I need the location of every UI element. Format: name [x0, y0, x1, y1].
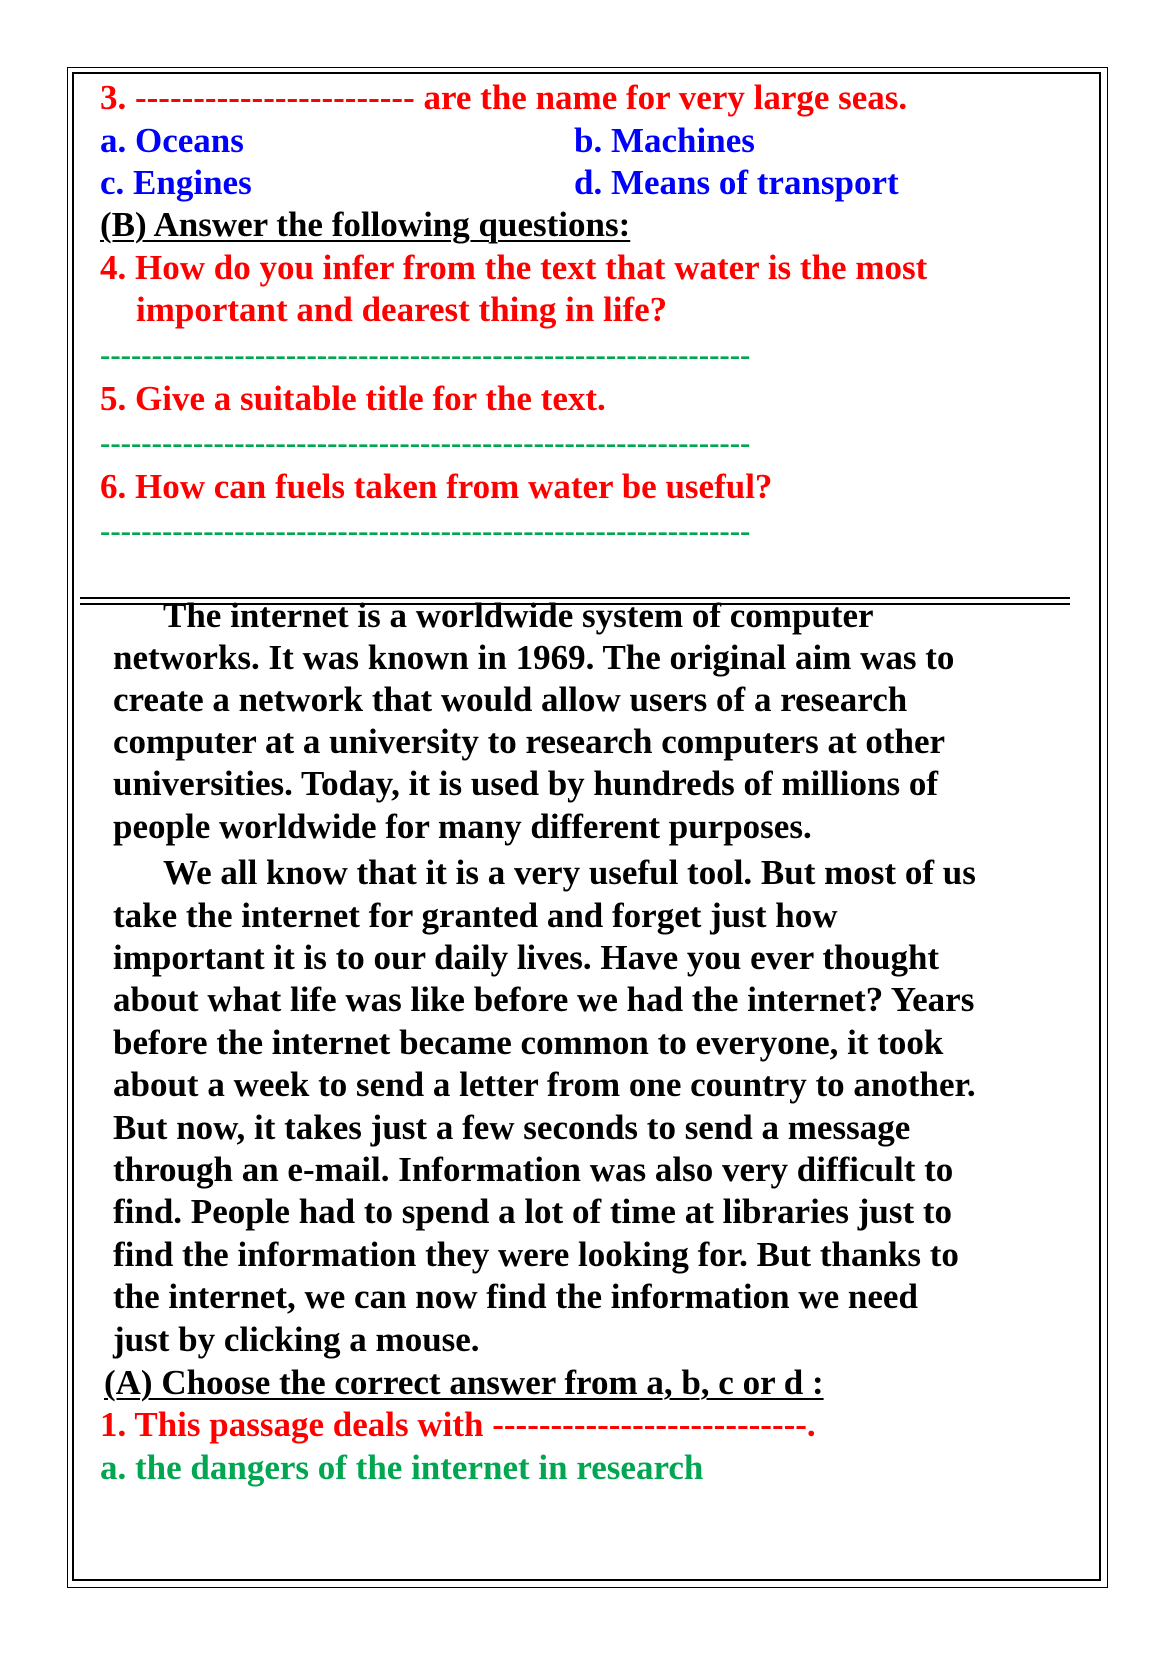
passage-line: about what life was like before we had the internet? Years [113, 980, 975, 1019]
passage-line: find the information they were looking for. But thanks to [113, 1235, 959, 1274]
passage-line: computer at a university to research computers at other [113, 722, 946, 761]
question-3-stem: 3. ------------------------ are the name for very large seas. [100, 78, 908, 117]
question-3-option-c: c. Engines [100, 163, 252, 202]
passage-line: just by clicking a mouse. [113, 1320, 480, 1359]
question-3-option-d: d. Means of transport [574, 163, 899, 202]
passage-line: important it is to our daily lives. Have you ever thought [113, 938, 940, 977]
passage-line: about a week to send a letter from one country to another. [113, 1065, 976, 1104]
passage-line: through an e-mail. Information was also very difficult to [113, 1150, 954, 1189]
question-1-stem: 1. This passage deals with ---------------------------. [100, 1405, 816, 1444]
passage-line: create a network that would allow users of a research [113, 680, 908, 719]
passage-line: before the internet became common to everyone, it took [113, 1023, 944, 1062]
passage-line: We all know that it is a very useful tool. But most of us [163, 853, 976, 892]
passage-line: But now, it takes just a few seconds to send a message [113, 1108, 911, 1147]
section-b-heading: (B) Answer the following questions: [100, 205, 631, 244]
question-1-option-a: a. the dangers of the internet in research [100, 1448, 704, 1487]
question-5: 5. Give a suitable title for the text. [100, 379, 606, 418]
passage-line: The internet is a worldwide system of computer [163, 596, 874, 635]
passage-line: networks. It was known in 1969. The original aim was to [113, 638, 955, 677]
answer-line-6: --------------------------------------------------------------- [100, 513, 751, 548]
question-4-line-1: 4. How do you infer from the text that water is the most [100, 248, 928, 287]
passage-line: find. People had to spend a lot of time at libraries just to [113, 1192, 953, 1231]
passage-line: universities. Today, it is used by hundreds of millions of [113, 764, 938, 803]
passage-line: people worldwide for many different purposes. [113, 807, 812, 846]
question-3-option-a: a. Oceans [100, 121, 244, 160]
answer-line-5: --------------------------------------------------------------- [100, 425, 751, 460]
question-4-line-2: important and dearest thing in life? [136, 290, 668, 329]
section-a-heading: (A) Choose the correct answer from a, b, c or d : [104, 1363, 824, 1402]
answer-line-4: --------------------------------------------------------------- [100, 337, 751, 372]
passage-line: the internet, we can now find the information we need [113, 1277, 918, 1316]
passage-line: take the internet for granted and forget just how [113, 896, 838, 935]
question-6: 6. How can fuels taken from water be useful? [100, 467, 773, 506]
question-3-option-b: b. Machines [574, 121, 755, 160]
